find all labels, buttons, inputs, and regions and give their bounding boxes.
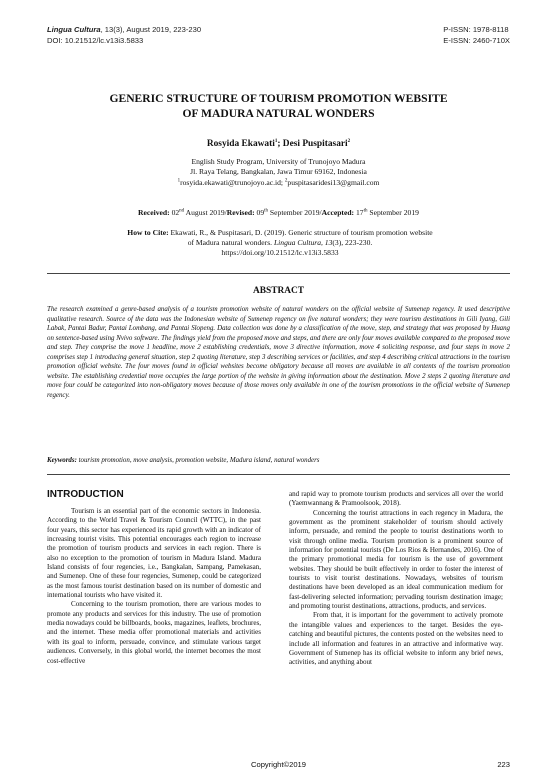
accepted-sup: th [363, 208, 368, 214]
divider-top [47, 273, 510, 274]
title-line-1: GENERIC STRUCTURE OF TOURISM PROMOTION WEBSITE [109, 92, 448, 105]
journal-info [47, 24, 201, 46]
author-1: Rosyida Ekawati [206, 139, 275, 149]
column-right [289, 490, 503, 668]
revised-day: 09 [256, 208, 265, 217]
author-separator: ; [277, 139, 283, 149]
cite-text-3: (3), 223-230. [332, 238, 373, 248]
received-day: 02 [171, 208, 180, 217]
copyright-text: Copyright©2019 [251, 760, 306, 769]
page-footer [47, 760, 510, 772]
keywords-text: tourism promotion, move analysis, promotion website, Madura island, natural wonders [76, 457, 320, 464]
paper-title [47, 92, 510, 121]
affiliation-emails [47, 178, 510, 188]
intro-right-paragraph-1: Concerning the tourist attractions in each regency in Madura, the government as the prominent stakeholder of tourism should actively inform, persuade, and remind the people to tourist destinations worth to visit through online media. Tourism promotion is a prominent source of information for potential tourists (De Los Rios & Hernandes, 2016). One of the primary promotional media for tourism is the use of government websites. They should be built effectively in order to foster the interest of tourists to visit tourist destinations. Nowadays, websites of tourism destinations have been developed as an ideal communication medium for fast-delivering selected information; pervading tourism destination image; and promoting tourist destinations, attractions, products, and services. [289, 508, 503, 611]
revised-sup: th [264, 208, 269, 214]
dates-line [47, 208, 510, 217]
page-number: 223 [497, 760, 510, 769]
divider-bottom [47, 474, 510, 475]
revised-rest: September 2019/ [268, 208, 322, 217]
received-rest: August 2019/ [184, 208, 227, 217]
journal-name: Lingua Cultura [47, 25, 101, 34]
affiliation-line-2: Jl. Raya Telang, Bangkalan, Jawa Timur 69162, Indonesia [190, 167, 367, 177]
email-2[interactable]: puspitasaridesi13@gmail.com [287, 177, 380, 187]
cite-doi-link[interactable]: https://doi.org/10.21512/lc.v13i3.5833 [221, 248, 339, 258]
intro-left-paragraph-2: Concerning to the tourism promotion, there are various modes to promote any products and services for this industry. The use of promotion media nowadays could be billboards, books, magazines, leaflets, brochures, and the internet. These media offer promotional materials and activities with its goal to inform, persuade, convince, and stimulate various target audiences. Conversely, in this global world, the internet becomes the most cost-effective [47, 600, 261, 665]
eissn-text: E-ISSN: 2460-710X [443, 36, 510, 45]
doi-text: DOI: 10.21512/lc.v13i3.5833 [47, 36, 144, 45]
accepted-day: 17 [355, 208, 364, 217]
running-header [47, 24, 510, 52]
received-sup: nd [179, 208, 185, 214]
keywords-line [47, 457, 510, 464]
cite-journal: Lingua Cultura, 13 [273, 238, 333, 248]
keywords-label: Keywords: [47, 457, 77, 464]
received-label: Received: [138, 208, 172, 217]
email-1-sup: 1 [177, 178, 181, 184]
revised-label: Revised: [226, 208, 257, 217]
intro-left-paragraph-1: Tourism is an essential part of the economic sectors in Indonesia. According to the World Travel & Tourism Council (WTTC), in the past four years, this sector has experienced its rapid growth with an indicator of increasing tourist visits. This potential encourages each region to increase the promotion of tourism products and services in each region. There is also no exception to the promotion of tourism in Madura Island. Madura Island consists of four regencies, i.e., Bangkalan, Sampang, Pamekasan, and Sumenep. One of these four regencies, Sumenep, could be categorized as the most famous tourist destination based on its number of domestic and international tourists who have visited it. [47, 507, 261, 600]
title-line-2: OF MADURA NATURAL WONDERS [182, 106, 375, 120]
email-2-sup: 2 [284, 178, 288, 184]
pissn-text: P-ISSN: 1978-8118 [443, 25, 509, 34]
intro-right-paragraph-2: From that, it is important for the government to actively promote the intangible values and experiences to the target. Besides the eye-catching and beautiful pictures, the contents posted on the websites need to include all information and features in an attractive and informative way. Government of Sumenep has its official website to inform any brief news, activities, and anything about [289, 611, 503, 667]
cite-text-1: Ekawati, R., & Puspitasari, D. (2019). Generic structure of tourism promotion website [170, 228, 433, 237]
accepted-label: Accepted: [321, 208, 356, 217]
author-list [47, 139, 510, 149]
accepted-rest: September 2019 [367, 208, 419, 217]
intro-right-paragraph-0: and rapid way to promote tourism products and services all over the world (Yaemwannang & Pramoolsook, 2018). [289, 490, 503, 508]
how-to-cite [60, 228, 500, 259]
abstract-heading: ABSTRACT [252, 286, 305, 296]
affiliation-line-1: English Study Program, University of Trunojoyo Madura [191, 157, 366, 166]
author-2-sup: 2 [347, 138, 351, 144]
affiliation-block [47, 157, 510, 188]
intro-heading: INTRODUCTION [47, 489, 124, 500]
journal-issue: , 13(3), August 2019, 223-230 [100, 25, 202, 34]
cite-text-2: of Madura natural wonders. [187, 238, 274, 248]
author-1-sup: 1 [274, 138, 278, 144]
email-1[interactable]: rosyida.ekawati@trunojoyo.ac.id; [180, 177, 285, 187]
column-left [47, 489, 261, 666]
issn-info [443, 24, 510, 46]
abstract-body: The research examined a genre-based analysis of a tourism promotion website of natural wonders on the official website of Sumenep regency. It used descriptive qualitative research. Source of the data was the Indonesian website of Sumenep regency on five natural wonders; they were tourism destinations in Gili Iyang, Gili Labak, Pantai Badur, Pantai Lombang, and Pantai Slopeng. Data collection was done by a classification of the move, step, and strategy that was proposed by Huang on sentence-based using Nvivo software. The findings yield from the proposed move and steps, and there are only four moves available compared to the proposed move and step. They comprise the move 1 headline, move 2 establishing credentials, move 3 directive information, move 4 soliciting response, and four steps in move 2 comprises step 1 introducing general situation, step 2 quoting literature, step 3 describing services or facilities, and step 4 describing critical attractions in the tourism promotion official website. The four moves found in official websites become obligatory because all moves are available in all contents of the tourism promotion website. The establishing credential move occupies the large portion of the website in giving information about the destination. Move 2 steps 2 quoting literature and move four could be categorized into non-obligatory moves because of those moves only available in one of the tourism promotions in the official website of Sumenep regency. [47, 306, 510, 399]
cite-label: How to Cite: [127, 228, 171, 237]
author-2: Desi Puspitasari [282, 139, 348, 149]
